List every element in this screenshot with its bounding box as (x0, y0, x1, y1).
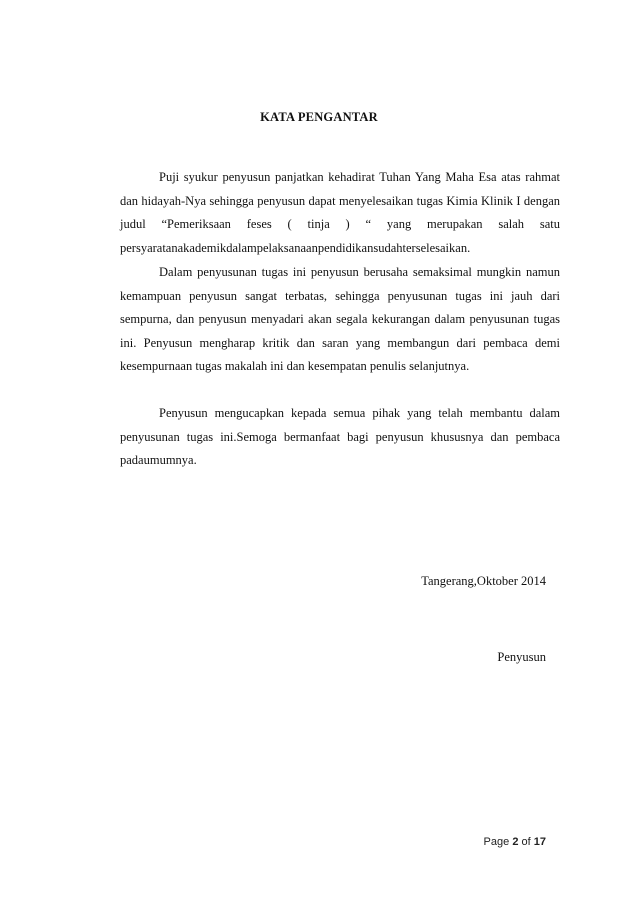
paragraph-3: Penyusun mengucapkan kepada semua pihak yang telah membantu dalam penyusunan tugas ini.Semoga bermanfaat bagi penyusun khususnya dan pembaca padaumumnya. (120, 406, 560, 467)
paragraph-2: Dalam penyusunan tugas ini penyusun berusaha semaksimal mungkin namun kemampuan penyusun sangat terbatas, sehingga penyusunan tugas ini jauh dari sempurna, dan penyusun menyadari akan segala kekurangan dalam penyusunan tugas ini. Penyusun mengharap kritik dan saran yang membangun dari pembaca demi kesempurnaan tugas makalah ini dan kesempatan penulis selanjutnya. (120, 265, 560, 373)
page-number: 2 (512, 836, 519, 848)
total-pages: 17 (533, 836, 546, 848)
page-title: KATA PENGANTAR (260, 110, 378, 124)
of-label: of (521, 836, 531, 848)
page-footer (484, 836, 546, 848)
paragraph-1: Puji syukur penyusun panjatkan kehadirat Tuhan Yang Maha Esa atas rahmat dan hidayah-Nya sehingga penyusun dapat menyelesaikan tugas Kimia Klinik I dengan judul “Pemeriksaan feses ( tinja ) “ yang merupakan salah satu persyaratanakademikdalampelaksanaanpendidikansudahterselesaikan. (120, 170, 560, 255)
signer-name: Penyusun (497, 650, 546, 664)
place-and-date: Tangerang,Oktober 2014 (421, 574, 546, 588)
page-label: Page (483, 836, 510, 848)
